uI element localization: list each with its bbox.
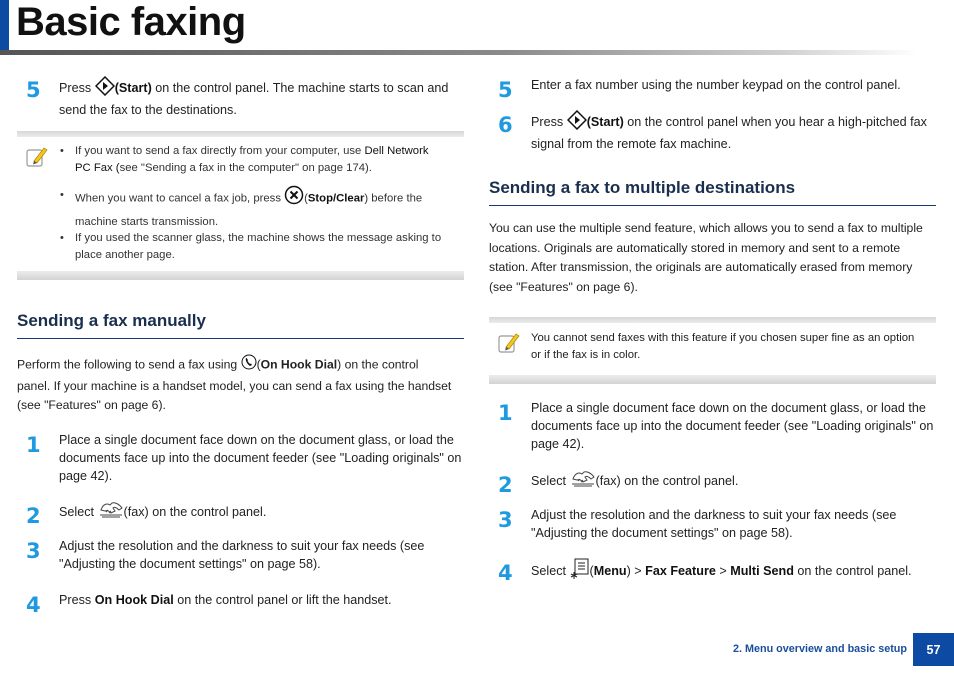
step-number: 2	[26, 504, 41, 528]
bullet-dot: •	[60, 232, 64, 244]
footer-chapter-link[interactable]: 2. Menu overview and basic setup	[732, 643, 907, 655]
left-step-1-text: Place a single document face down on the document glass, or load the documents face up into the document feeder (see "Loading originals" on page 42).	[59, 433, 462, 483]
note-item-1: If you want to send a fax directly from your computer, use Dell Network PC Fax (see "Sending a fax in the computer" on page 174).	[75, 145, 429, 174]
start-icon	[567, 110, 587, 135]
bullet-dot: •	[60, 189, 64, 201]
page-title: Basic faxing	[16, 0, 246, 44]
step-number: 2	[498, 473, 513, 497]
on-hook-dial-icon	[241, 354, 257, 377]
left-step-4-text: Press On Hook Dial on the control panel or lift the handset.	[59, 593, 392, 607]
right-step-6-text: Press (Start) on the control panel when you hear a high-pitched fax signal from the remote fax machine.	[531, 110, 941, 153]
fax-icon	[98, 501, 124, 524]
start-icon	[95, 76, 115, 101]
right-step-4-text: Select (Menu) > Fax Feature > Multi Send on the control panel.	[531, 558, 946, 585]
left-step-2-text: Select (fax) on the control panel.	[59, 501, 464, 524]
note-box-top	[17, 131, 464, 137]
step-number: 3	[26, 539, 41, 563]
step-number: 3	[498, 508, 513, 532]
note-box-bottom	[489, 375, 936, 384]
step-number: 5	[498, 78, 513, 102]
manual-intro-paragraph: Perform the following to send a fax using (On Hook Dial) on the control panel. If your machine is a handset model, you can send a fax using the handset (see "Features" on page 6).	[17, 354, 467, 416]
note-pencil-icon	[497, 331, 519, 353]
left-step-3-text: Adjust the resolution and the darkness to suit your fax needs (see "Adjusting the document settings" on page 58).	[59, 539, 425, 571]
menu-icon	[570, 558, 590, 585]
right-step-1-text: Place a single document face down on the document glass, or load the documents face up into the document feeder (see "Loading originals" on page 42).	[531, 401, 934, 451]
right-step-5-text: Enter a fax number using the number keypad on the control panel.	[531, 78, 901, 92]
page-number-badge: 57	[913, 633, 954, 666]
title-accent-bar	[0, 0, 9, 52]
section-heading-manual: Sending a fax manually	[17, 311, 206, 330]
note-item-2: When you want to cancel a fax job, press (Stop/Clear) before the machine starts transmission.	[75, 185, 465, 232]
section-heading-multiple: Sending a fax to multiple destinations	[489, 178, 796, 197]
right-step-2-text: Select (fax) on the control panel.	[531, 470, 941, 493]
step-number: 1	[26, 433, 41, 457]
section-rule	[489, 205, 936, 206]
step-number: 4	[498, 561, 513, 585]
note-text: You cannot send faxes with this feature if you chosen super fine as an option or if the fax is in color.	[531, 332, 915, 361]
right-step-3-text: Adjust the resolution and the darkness to suit your fax needs (see "Adjusting the document settings" on page 58).	[531, 508, 897, 540]
step-number: 4	[26, 593, 41, 617]
note-box-top	[489, 317, 936, 323]
note-item-3: If you used the scanner glass, the machine shows the message asking to place another page.	[75, 232, 442, 261]
fax-icon	[570, 470, 596, 493]
note-box-bottom	[17, 271, 464, 280]
step-number: 1	[498, 401, 513, 425]
title-underline	[0, 50, 918, 55]
step-5-text: Press (Start) on the control panel. The machine starts to scan and send the fax to the destinations.	[59, 76, 464, 119]
step-number: 5	[26, 78, 41, 102]
bullet-dot: •	[60, 145, 64, 157]
step-number: 6	[498, 113, 513, 137]
section-rule	[17, 338, 464, 339]
stop-clear-icon	[284, 185, 304, 212]
note-pencil-icon	[25, 145, 47, 167]
multi-intro-paragraph: You can use the multiple send feature, which allows you to send a fax to multiple locations. Originals are automatically stored in memory and sent to a remote station. After transmission, the originals are automatically erased from memory (see "Features" on page 6).	[489, 221, 923, 295]
